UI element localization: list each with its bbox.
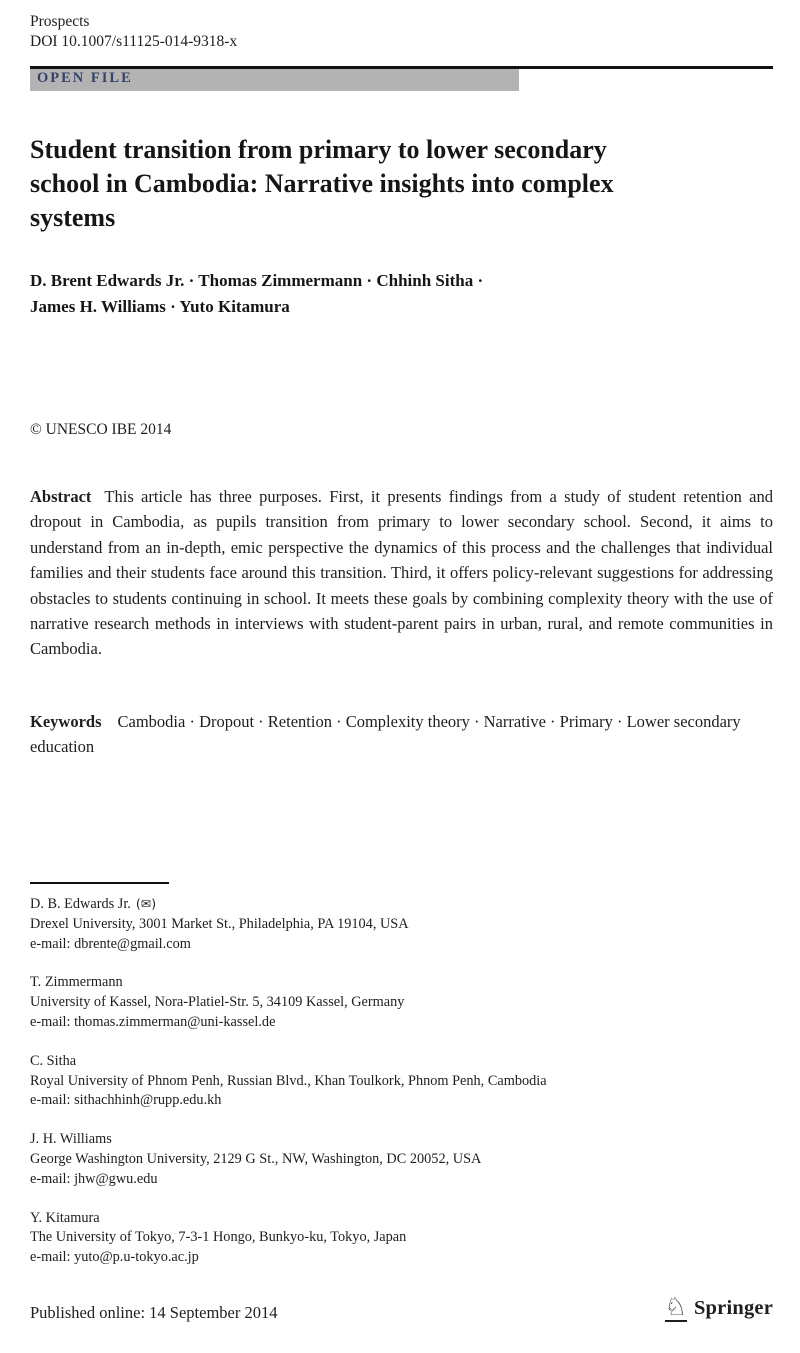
footnote-rule (30, 882, 169, 884)
footnote-author-name: C. Sitha (30, 1052, 77, 1069)
footnote-affiliation: The University of Tokyo, 7-3-1 Hongo, Bunkyo-ku, Tokyo, Japan (30, 1229, 407, 1246)
footnote-author-line (30, 1130, 750, 1150)
open-file-banner (30, 69, 519, 91)
doi-line: DOI 10.1007/s11125-014-9318-x (30, 33, 238, 50)
author-line: D. Brent Edwards Jr. · Thomas Zimmermann · Chhinh Sitha · (30, 271, 484, 290)
open-file-label: OPEN FILE (37, 70, 133, 86)
footnote-affiliation: Drexel University, 3001 Market St., Philadelphia, PA 19104, USA (30, 915, 409, 932)
footnote-email: e-mail: dbrente@gmail.com (30, 935, 191, 952)
footnote-email: e-mail: yuto@p.u-tokyo.ac.jp (30, 1249, 199, 1266)
footnote-author-line (30, 1052, 750, 1072)
article-title-line: systems (30, 203, 116, 232)
footnote-block (30, 1209, 750, 1268)
footnote-block (30, 1052, 750, 1111)
published-online-line: Published online: 14 September 2014 (30, 1303, 278, 1322)
journal-header (30, 12, 237, 52)
author-list (30, 268, 483, 320)
author-line: James H. Williams · Yuto Kitamura (30, 297, 290, 316)
journal-name: Prospects (30, 13, 90, 30)
article-title-line: school in Cambodia: Narrative insights into complex (30, 169, 614, 198)
footnote-author-name: J. H. Williams (30, 1131, 112, 1148)
footnote-email: e-mail: sithachhinh@rupp.edu.kh (30, 1092, 222, 1109)
footnote-affiliation: George Washington University, 2129 G St., NW, Washington, DC 20052, USA (30, 1150, 482, 1167)
footnote-author-line (30, 973, 750, 993)
springer-logo (665, 1294, 773, 1322)
footnote-email: e-mail: jhw@gwu.edu (30, 1170, 158, 1187)
keywords-text: Cambodia · Dropout · Retention · Complexity theory · Narrative · Primary · Lower secondary education (30, 712, 741, 757)
abstract-paragraph (30, 484, 773, 662)
article-title (30, 133, 614, 235)
footnote-author-name: Y. Kitamura (30, 1209, 100, 1226)
footnote-author-line (30, 894, 750, 915)
keywords-paragraph (30, 709, 773, 760)
footnote-block (30, 973, 750, 1032)
abstract-text: This article has three purposes. First, it presents findings from a study of student retention and dropout in Cambodia, as pupils transition from primary to lower secondary school. Second, it aims to understand from an in-depth, emic perspective the dynamics of this process and the challenges that individual families and their students face around this transition. Third, it offers policy-relevant suggestions for addressing obstacles to students continuing in school. It meets these goals by combining complexity theory with the use of narrative research methods in interviews with student-parent pairs in urban, rural, and remote communities in Cambodia. (30, 487, 773, 659)
abstract-label: Abstract (30, 487, 92, 506)
footnote-author-line (30, 1209, 750, 1229)
footnote-email: e-mail: thomas.zimmerman@uni-kassel.de (30, 1013, 276, 1030)
article-title-line: Student transition from primary to lower secondary (30, 135, 607, 164)
footnote-author-name: D. B. Edwards Jr. (30, 896, 131, 912)
keywords-label: Keywords (30, 712, 102, 731)
footnote-author-name: T. Zimmermann (30, 974, 123, 991)
footnote-block (30, 894, 750, 954)
springer-wordmark: Springer (693, 1296, 773, 1319)
envelope-icon: (✉) (135, 896, 157, 911)
footnote-affiliation: Royal University of Phnom Penh, Russian Blvd., Khan Toulkork, Phnom Penh, Cambodia (30, 1072, 547, 1089)
footnotes (30, 894, 750, 1287)
springer-knight-icon: ♘ (664, 1292, 687, 1321)
footnote-affiliation: University of Kassel, Nora-Platiel-Str. 5, 34109 Kassel, Germany (30, 994, 405, 1011)
copyright-line: © UNESCO IBE 2014 (30, 421, 172, 438)
footnote-block (30, 1130, 750, 1189)
